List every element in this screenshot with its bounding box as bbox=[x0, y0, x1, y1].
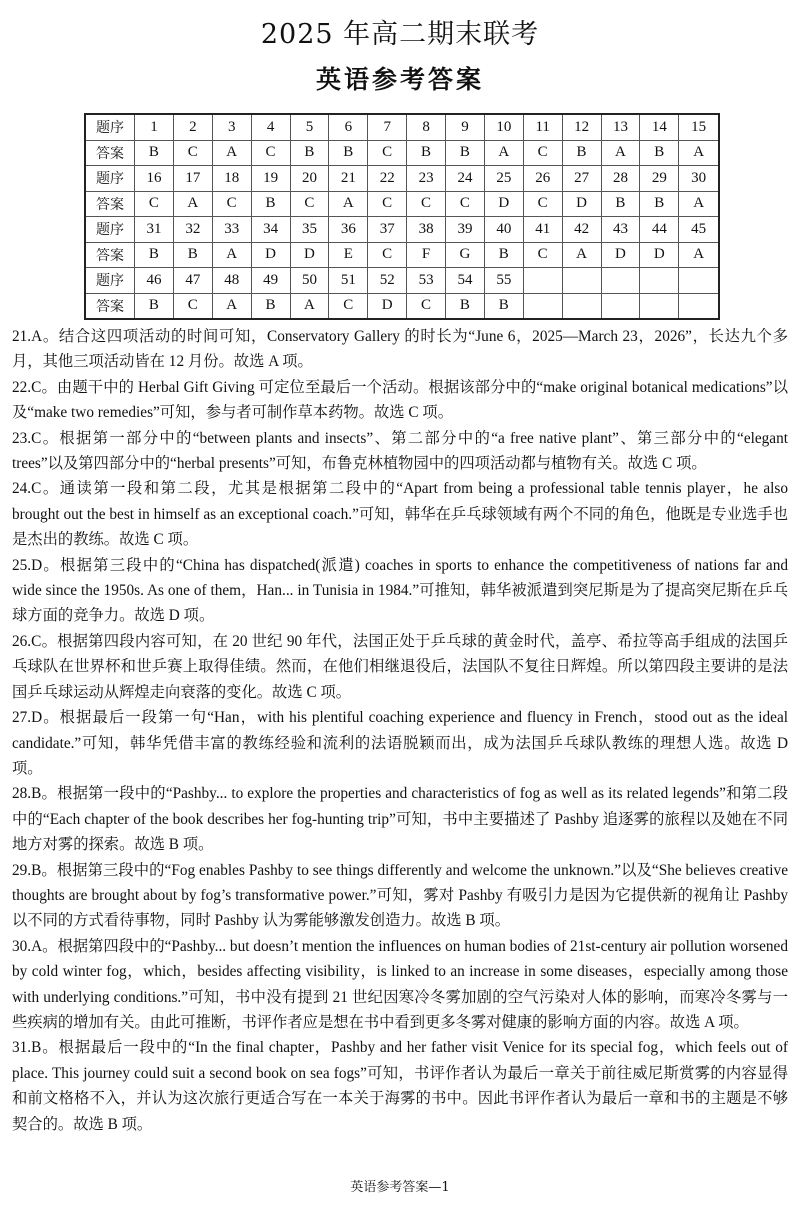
answer-cell bbox=[679, 293, 719, 319]
explanation-item: 23.C。根据第一部分中的“between plants and insects”、第二部分中的“a free native plant”、第三部分中的“elegant trees”以及第四部分中的“herbal presents”可知，布鲁克林植物园中的四项活动都与植物有关。故选 C 项。 bbox=[12, 429, 788, 473]
answer-cell: A bbox=[212, 242, 251, 268]
answer-cell: B bbox=[640, 191, 679, 217]
question-number-cell: 15 bbox=[679, 114, 719, 140]
answer-cell: C bbox=[523, 191, 562, 217]
explanation-item: 26.C。根据第四段内容可知，在 20 世纪 90 年代，法国正处于乒乓球的黄金时代，盖亭、希拉等高手组成的法国乒乓球队在世界杯和世乒赛上取得佳绩。然而，在他们相继退役后，法国队不复往日辉煌。所以第四段主要讲的是法国乒乓球运动从辉煌走向衰落的变化。故选 C 项。 bbox=[12, 632, 788, 701]
explanation-item: 31.B。根据最后一段中的“In the final chapter，Pashby and her father visit Venice for its special fog，which feels out of place. This journey could suit a second book on sea fogs”可知，书评作者认为最后一章关于前往威尼斯赏雾的内容显得和前文格格不入，并认为这次旅行更适合写在一本关于海雾的书中。因此书评作者认为最后一章和书的主题是不够契合的。故选 B 项。 bbox=[12, 1039, 788, 1133]
question-number-cell: 26 bbox=[523, 166, 562, 192]
question-number-cell: 50 bbox=[290, 268, 329, 294]
answer-row bbox=[85, 293, 719, 319]
answer-cell: A bbox=[212, 140, 251, 166]
answer-cell: C bbox=[212, 191, 251, 217]
question-number-cell: 43 bbox=[601, 217, 640, 243]
question-number-cell: 18 bbox=[212, 166, 251, 192]
answer-cell: C bbox=[173, 140, 212, 166]
question-number-cell: 9 bbox=[446, 114, 485, 140]
question-number-cell: 25 bbox=[484, 166, 523, 192]
answer-cell: E bbox=[329, 242, 368, 268]
row-label: 题序 bbox=[85, 268, 135, 294]
answer-cell: C bbox=[173, 293, 212, 319]
answer-cell: B bbox=[446, 293, 485, 319]
explanations bbox=[12, 324, 788, 1137]
answer-cell: A bbox=[484, 140, 523, 166]
answer-cell: C bbox=[407, 191, 446, 217]
question-number-cell: 31 bbox=[135, 217, 174, 243]
question-number-cell: 49 bbox=[251, 268, 290, 294]
question-number-cell: 27 bbox=[562, 166, 601, 192]
question-number-cell: 34 bbox=[251, 217, 290, 243]
question-number-cell: 29 bbox=[640, 166, 679, 192]
answer-cell: A bbox=[601, 140, 640, 166]
question-number-cell: 8 bbox=[407, 114, 446, 140]
answer-cell: C bbox=[368, 191, 407, 217]
page-footer: 英语参考答案—1 bbox=[350, 1180, 450, 1195]
answer-cell: B bbox=[135, 242, 174, 268]
answer-cell: D bbox=[640, 242, 679, 268]
answer-row bbox=[85, 242, 719, 268]
answer-cell: G bbox=[446, 242, 485, 268]
answer-row bbox=[85, 140, 719, 166]
answer-cell: D bbox=[484, 191, 523, 217]
question-number-cell: 4 bbox=[251, 114, 290, 140]
question-number-cell: 1 bbox=[135, 114, 174, 140]
explanation-item: 28.B。根据第一段中的“Pashby... to explore the properties and characteristics of fog as well as its related legends”和第二段中的“Each chapter of the book describes her fog-hunting trip”可知，书中主要描述了 Pashby 追逐雾的旅程以及她在不同地方对雾的探索。故选 B 项。 bbox=[12, 785, 788, 854]
question-number-cell: 2 bbox=[173, 114, 212, 140]
answer-cell: C bbox=[251, 140, 290, 166]
answer-cell: B bbox=[329, 140, 368, 166]
answer-cell bbox=[523, 293, 562, 319]
answer-cell: B bbox=[407, 140, 446, 166]
question-number-cell: 12 bbox=[562, 114, 601, 140]
explanation-item: 27.D。根据最后一段第一句“Han，with his plentiful coaching experience and fluency in French，stood out as the ideal candidate.”可知，韩华凭借丰富的教练经验和流利的法语脱颖而出，成为法国乒乓球队教练的理想人选。故选 D 项。 bbox=[12, 709, 788, 777]
explanation-item: 22.C。由题干中的 Herbal Gift Giving 可定位至最后一个活动。根据该部分中的“make original botanical medications”以及“make two remedies”可知，参与者可制作草本药物。故选 C 项。 bbox=[12, 378, 788, 422]
answer-cell: C bbox=[523, 140, 562, 166]
answer-cell: F bbox=[407, 242, 446, 268]
question-number-cell bbox=[640, 268, 679, 294]
explanation-item: 21.A。结合这四项活动的时间可知，Conservatory Gallery 的时长为“June 6，2025—March 23，2026”，长达九个多月，其他三项活动皆在 12 月份。故选 A 项。 bbox=[12, 328, 788, 371]
question-number-cell: 37 bbox=[368, 217, 407, 243]
question-number-cell: 23 bbox=[407, 166, 446, 192]
answer-cell: C bbox=[446, 191, 485, 217]
question-number-cell: 33 bbox=[212, 217, 251, 243]
question-number-cell: 45 bbox=[679, 217, 719, 243]
answer-cell: A bbox=[679, 191, 719, 217]
row-label: 题序 bbox=[85, 166, 135, 192]
question-number-cell: 22 bbox=[368, 166, 407, 192]
question-number-cell: 14 bbox=[640, 114, 679, 140]
answer-cell: A bbox=[679, 242, 719, 268]
question-number-cell: 11 bbox=[523, 114, 562, 140]
answer-cell: A bbox=[329, 191, 368, 217]
question-number-cell: 19 bbox=[251, 166, 290, 192]
answer-cell: C bbox=[135, 191, 174, 217]
page-title: 2025 年高二期末联考 bbox=[260, 19, 540, 50]
question-number-cell: 10 bbox=[484, 114, 523, 140]
answer-cell: A bbox=[290, 293, 329, 319]
row-label: 答案 bbox=[85, 242, 135, 268]
answer-table bbox=[84, 113, 720, 320]
question-number-cell: 39 bbox=[446, 217, 485, 243]
question-number-cell: 41 bbox=[523, 217, 562, 243]
row-label: 答案 bbox=[85, 140, 135, 166]
answer-cell: B bbox=[135, 140, 174, 166]
question-number-cell: 3 bbox=[212, 114, 251, 140]
question-number-cell: 28 bbox=[601, 166, 640, 192]
explanation-item: 30.A。根据第四段中的“Pashby... but doesn’t mention the influences on human bodies of 21st-century air pollution worsened by cold winter fog，which，besides affecting visibility，is linked to an increase in some diseases，especially among those with underlying conditions.”可知，书中没有提到 21 世纪因寒冷冬雾加剧的空气污染对人体的影响，而寒冷冬雾与一些疾病的增加有关。由此可推断，书评作者应是想在书中看到更多冬雾对健康的影响方面的内容。故选 A 项。 bbox=[12, 937, 788, 1031]
answer-cell: B bbox=[251, 293, 290, 319]
answer-cell: B bbox=[135, 293, 174, 319]
question-number-cell: 51 bbox=[329, 268, 368, 294]
answer-cell: D bbox=[251, 242, 290, 268]
row-label: 题序 bbox=[85, 217, 135, 243]
question-number-cell: 21 bbox=[329, 166, 368, 192]
answer-cell: B bbox=[446, 140, 485, 166]
answer-cell: D bbox=[601, 242, 640, 268]
question-number-cell: 48 bbox=[212, 268, 251, 294]
answer-cell: B bbox=[562, 140, 601, 166]
answer-cell: C bbox=[368, 140, 407, 166]
answer-row bbox=[85, 191, 719, 217]
answer-cell: A bbox=[562, 242, 601, 268]
answer-cell: C bbox=[523, 242, 562, 268]
question-number-cell bbox=[523, 268, 562, 294]
question-number-cell: 47 bbox=[173, 268, 212, 294]
answer-cell: B bbox=[640, 140, 679, 166]
answer-cell: C bbox=[290, 191, 329, 217]
explanation-item: 29.B。根据第三段中的“Fog enables Pashby to see things differently and welcome the unknown.”以及“She believes creative thoughts are brought about by fog’s transformative power.”可知，雾对 Pashby 有吸引力是因为它提供新的视角让 Pashby 以不同的方式看待事物，同时 Pashby 认为雾能够激发创造力。故选 B 项。 bbox=[12, 861, 788, 930]
answer-cell: D bbox=[368, 293, 407, 319]
answer-cell: D bbox=[290, 242, 329, 268]
question-number-cell: 17 bbox=[173, 166, 212, 192]
answer-cell: C bbox=[368, 242, 407, 268]
answer-cell: B bbox=[251, 191, 290, 217]
answer-cell bbox=[640, 293, 679, 319]
answer-cell: A bbox=[679, 140, 719, 166]
answer-cell: B bbox=[290, 140, 329, 166]
question-number-cell: 5 bbox=[290, 114, 329, 140]
question-number-row bbox=[85, 166, 719, 192]
answer-cell: C bbox=[407, 293, 446, 319]
question-number-cell: 38 bbox=[407, 217, 446, 243]
question-number-cell: 7 bbox=[368, 114, 407, 140]
question-number-row bbox=[85, 268, 719, 294]
explanation-item: 24.C。通读第一段和第二段，尤其是根据第二段中的“Apart from being a professional table tennis player，he also brought out the best in himself as an exceptional coach.”可知，韩华在乒乓球领域有两个不同的角色，他既是专业选手也是杰出的教练。故选 C 项。 bbox=[12, 480, 788, 549]
answer-cell: B bbox=[484, 293, 523, 319]
question-number-cell: 35 bbox=[290, 217, 329, 243]
row-label: 题序 bbox=[85, 114, 135, 140]
question-number-cell: 40 bbox=[484, 217, 523, 243]
answer-cell: C bbox=[329, 293, 368, 319]
question-number-cell: 42 bbox=[562, 217, 601, 243]
question-number-cell: 46 bbox=[135, 268, 174, 294]
answer-cell: A bbox=[173, 191, 212, 217]
row-label: 答案 bbox=[85, 293, 135, 319]
answer-cell bbox=[601, 293, 640, 319]
question-number-cell: 32 bbox=[173, 217, 212, 243]
question-number-cell: 54 bbox=[446, 268, 485, 294]
explanation-item: 25.D。根据第三段中的“China has dispatched(派遣) coaches in sports to enhance the competitiveness of nations far and wide since the 1950s. As one of them，Han... in Tunisia in 1984.”可推知，韩华被派遣到突尼斯是为了提高突尼斯在乒乓球方面的竞争力。故选 D 项。 bbox=[12, 556, 788, 625]
answer-cell: A bbox=[212, 293, 251, 319]
page-subtitle: 英语参考答案 bbox=[315, 65, 484, 94]
answer-cell: B bbox=[484, 242, 523, 268]
question-number-cell bbox=[679, 268, 719, 294]
answer-cell: D bbox=[562, 191, 601, 217]
question-number-cell bbox=[601, 268, 640, 294]
question-number-cell: 6 bbox=[329, 114, 368, 140]
answer-cell: B bbox=[173, 242, 212, 268]
answer-cell: B bbox=[601, 191, 640, 217]
question-number-row bbox=[85, 217, 719, 243]
question-number-cell bbox=[562, 268, 601, 294]
answer-cell bbox=[562, 293, 601, 319]
question-number-cell: 13 bbox=[601, 114, 640, 140]
question-number-cell: 52 bbox=[368, 268, 407, 294]
question-number-cell: 16 bbox=[135, 166, 174, 192]
question-number-row bbox=[85, 114, 719, 140]
question-number-cell: 55 bbox=[484, 268, 523, 294]
question-number-cell: 24 bbox=[446, 166, 485, 192]
question-number-cell: 53 bbox=[407, 268, 446, 294]
question-number-cell: 44 bbox=[640, 217, 679, 243]
row-label: 答案 bbox=[85, 191, 135, 217]
question-number-cell: 20 bbox=[290, 166, 329, 192]
question-number-cell: 30 bbox=[679, 166, 719, 192]
question-number-cell: 36 bbox=[329, 217, 368, 243]
